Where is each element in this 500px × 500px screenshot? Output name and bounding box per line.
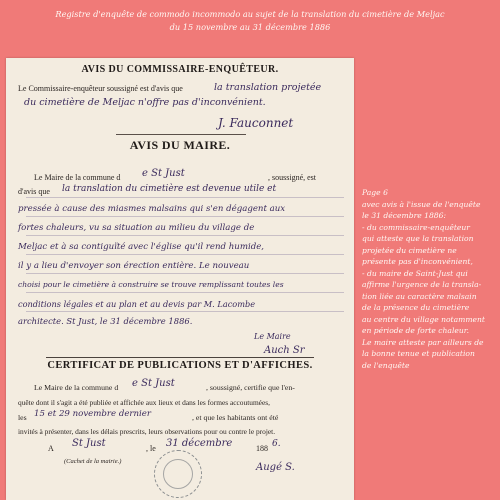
- cachet-label: (Cachet de la mairie.): [64, 458, 122, 465]
- certificat-printed-f: , le: [146, 444, 156, 453]
- maire-signature: Auch Sr: [264, 345, 305, 356]
- maire-hand-line-8: architecte. St Just, le 31 décembre 1886.: [18, 316, 193, 326]
- mairie-stamp: [154, 450, 202, 498]
- maire-printed-a: Le Maire de la commune d: [34, 173, 121, 182]
- certificat-line-2: quête dont il s'agit a été publiée et affichée aux lieux et dans les formes accoutumées,: [18, 398, 270, 407]
- header-title: Registre d'enquête de commodo incommodo au sujet de la translation du cimetière de Meljac: [55, 9, 445, 19]
- sidebar-line: Page 6: [362, 188, 388, 197]
- certificat-hand-place: St Just: [72, 438, 106, 449]
- certificat-hand-year: 6.: [272, 439, 281, 449]
- sidebar-line: la bonne tenue et publication: [362, 349, 475, 358]
- sidebar-line: en période de forte chaleur.: [362, 326, 469, 335]
- certificat-printed-b: , soussigné, certifie que l'en-: [206, 383, 295, 392]
- sidebar-line: au centre du village notamment: [362, 314, 485, 324]
- maire-signature-label: Le Maire: [254, 332, 291, 341]
- sidebar-notes: [362, 187, 496, 371]
- certificat-hand-dates: 15 et 29 novembre dernier: [34, 409, 152, 419]
- certificat-title: CERTIFICAT DE PUBLICATIONS ET D'AFFICHES.: [47, 360, 313, 371]
- maire-printed-c: d'avis que: [18, 187, 50, 196]
- certificat-printed-a: Le Maire de la commune d: [34, 383, 119, 392]
- ruled-line-3: [26, 235, 344, 236]
- maire-hand-line-2: pressée à cause des miasmes malsains qui s'en dégagent aux: [18, 204, 286, 214]
- certificat-signature: Augé S.: [256, 462, 295, 473]
- certificat-printed-g: 188: [256, 444, 268, 453]
- sidebar-line: Le maire atteste par ailleurs de: [362, 337, 484, 347]
- sidebar-line: - du maire de Saint-Just qui: [362, 268, 468, 278]
- ruled-line-6: [26, 292, 344, 293]
- certificat-printed-d: , et que les habitants ont été: [192, 413, 279, 422]
- sidebar-line: avec avis à l'issue de l'enquête: [362, 199, 481, 209]
- certificat-hand-commune: e St Just: [132, 378, 175, 389]
- ruled-line-2: [26, 216, 344, 217]
- sidebar-line: tion liée au caractère malsain: [362, 291, 477, 301]
- certificat-line-4: invités à présenter, dans les délais prescrits, leurs observations pour ou contre le projet.: [18, 427, 276, 436]
- maire-title: AVIS DU MAIRE.: [129, 138, 231, 152]
- maire-hand-line-4: Meljac et à sa contiguïté avec l'église qu'il rend humide,: [18, 242, 265, 252]
- commissaire-hand-2: du cimetière de Meljac n'offre pas d'inconvénient.: [24, 97, 266, 108]
- certificat-hand-date: 31 décembre: [166, 438, 233, 449]
- sidebar-line: le 31 décembre 1886:: [362, 211, 446, 220]
- commissaire-signature: J. Fauconnet: [218, 116, 294, 130]
- maire-hand-commune: e St Just: [142, 168, 185, 179]
- sidebar-line: - du commissaire-enquêteur: [362, 222, 470, 232]
- ruled-line-5: [26, 273, 344, 274]
- header-dates: du 15 novembre au 31 décembre 1886: [169, 22, 331, 32]
- divider-1: [116, 134, 246, 135]
- certificat-printed-e: A: [48, 444, 54, 453]
- commissaire-hand-1: la translation projetée: [214, 82, 322, 93]
- certificat-printed-c: les: [18, 413, 27, 422]
- maire-hand-line-3: fortes chaleurs, vu sa situation au milieu du village de: [18, 223, 255, 233]
- ruled-line-7: [26, 311, 344, 312]
- commissaire-title: AVIS DU COMMISSAIRE-ENQUÊTEUR.: [81, 64, 279, 75]
- maire-hand-line-5: il y a lieu d'envoyer son érection entière. Le nouveau: [18, 261, 250, 271]
- ruled-line-4: [26, 254, 344, 255]
- maire-hand-line-7: conditions légales et au plan et au devis par M. Lacombe: [18, 299, 256, 309]
- sidebar-line: qui atteste que la translation: [362, 234, 474, 243]
- maire-hand-line-6: choisi pour le cimetière à construire se trouve remplissant toutes les: [18, 280, 284, 289]
- maire-hand-line-1: la translation du cimetière est devenue utile et: [62, 184, 277, 194]
- scanned-document: [6, 58, 354, 500]
- sidebar-line: projetée du cimetière ne: [362, 245, 457, 255]
- commissaire-printed: Le Commissaire-enquêteur soussigné est d'avis que: [18, 84, 183, 93]
- sidebar-line: de l'enquête: [362, 360, 410, 370]
- sidebar-line: affirme l'urgence de la transla-: [362, 280, 482, 289]
- sidebar-line: présente pas d'inconvénient,: [362, 257, 473, 266]
- ruled-line-1: [26, 197, 344, 198]
- divider-2: [46, 357, 314, 358]
- sidebar-line: de la présence du cimetière: [362, 303, 470, 312]
- maire-printed-b: , soussigné, est: [268, 173, 316, 182]
- page-header: [0, 8, 500, 34]
